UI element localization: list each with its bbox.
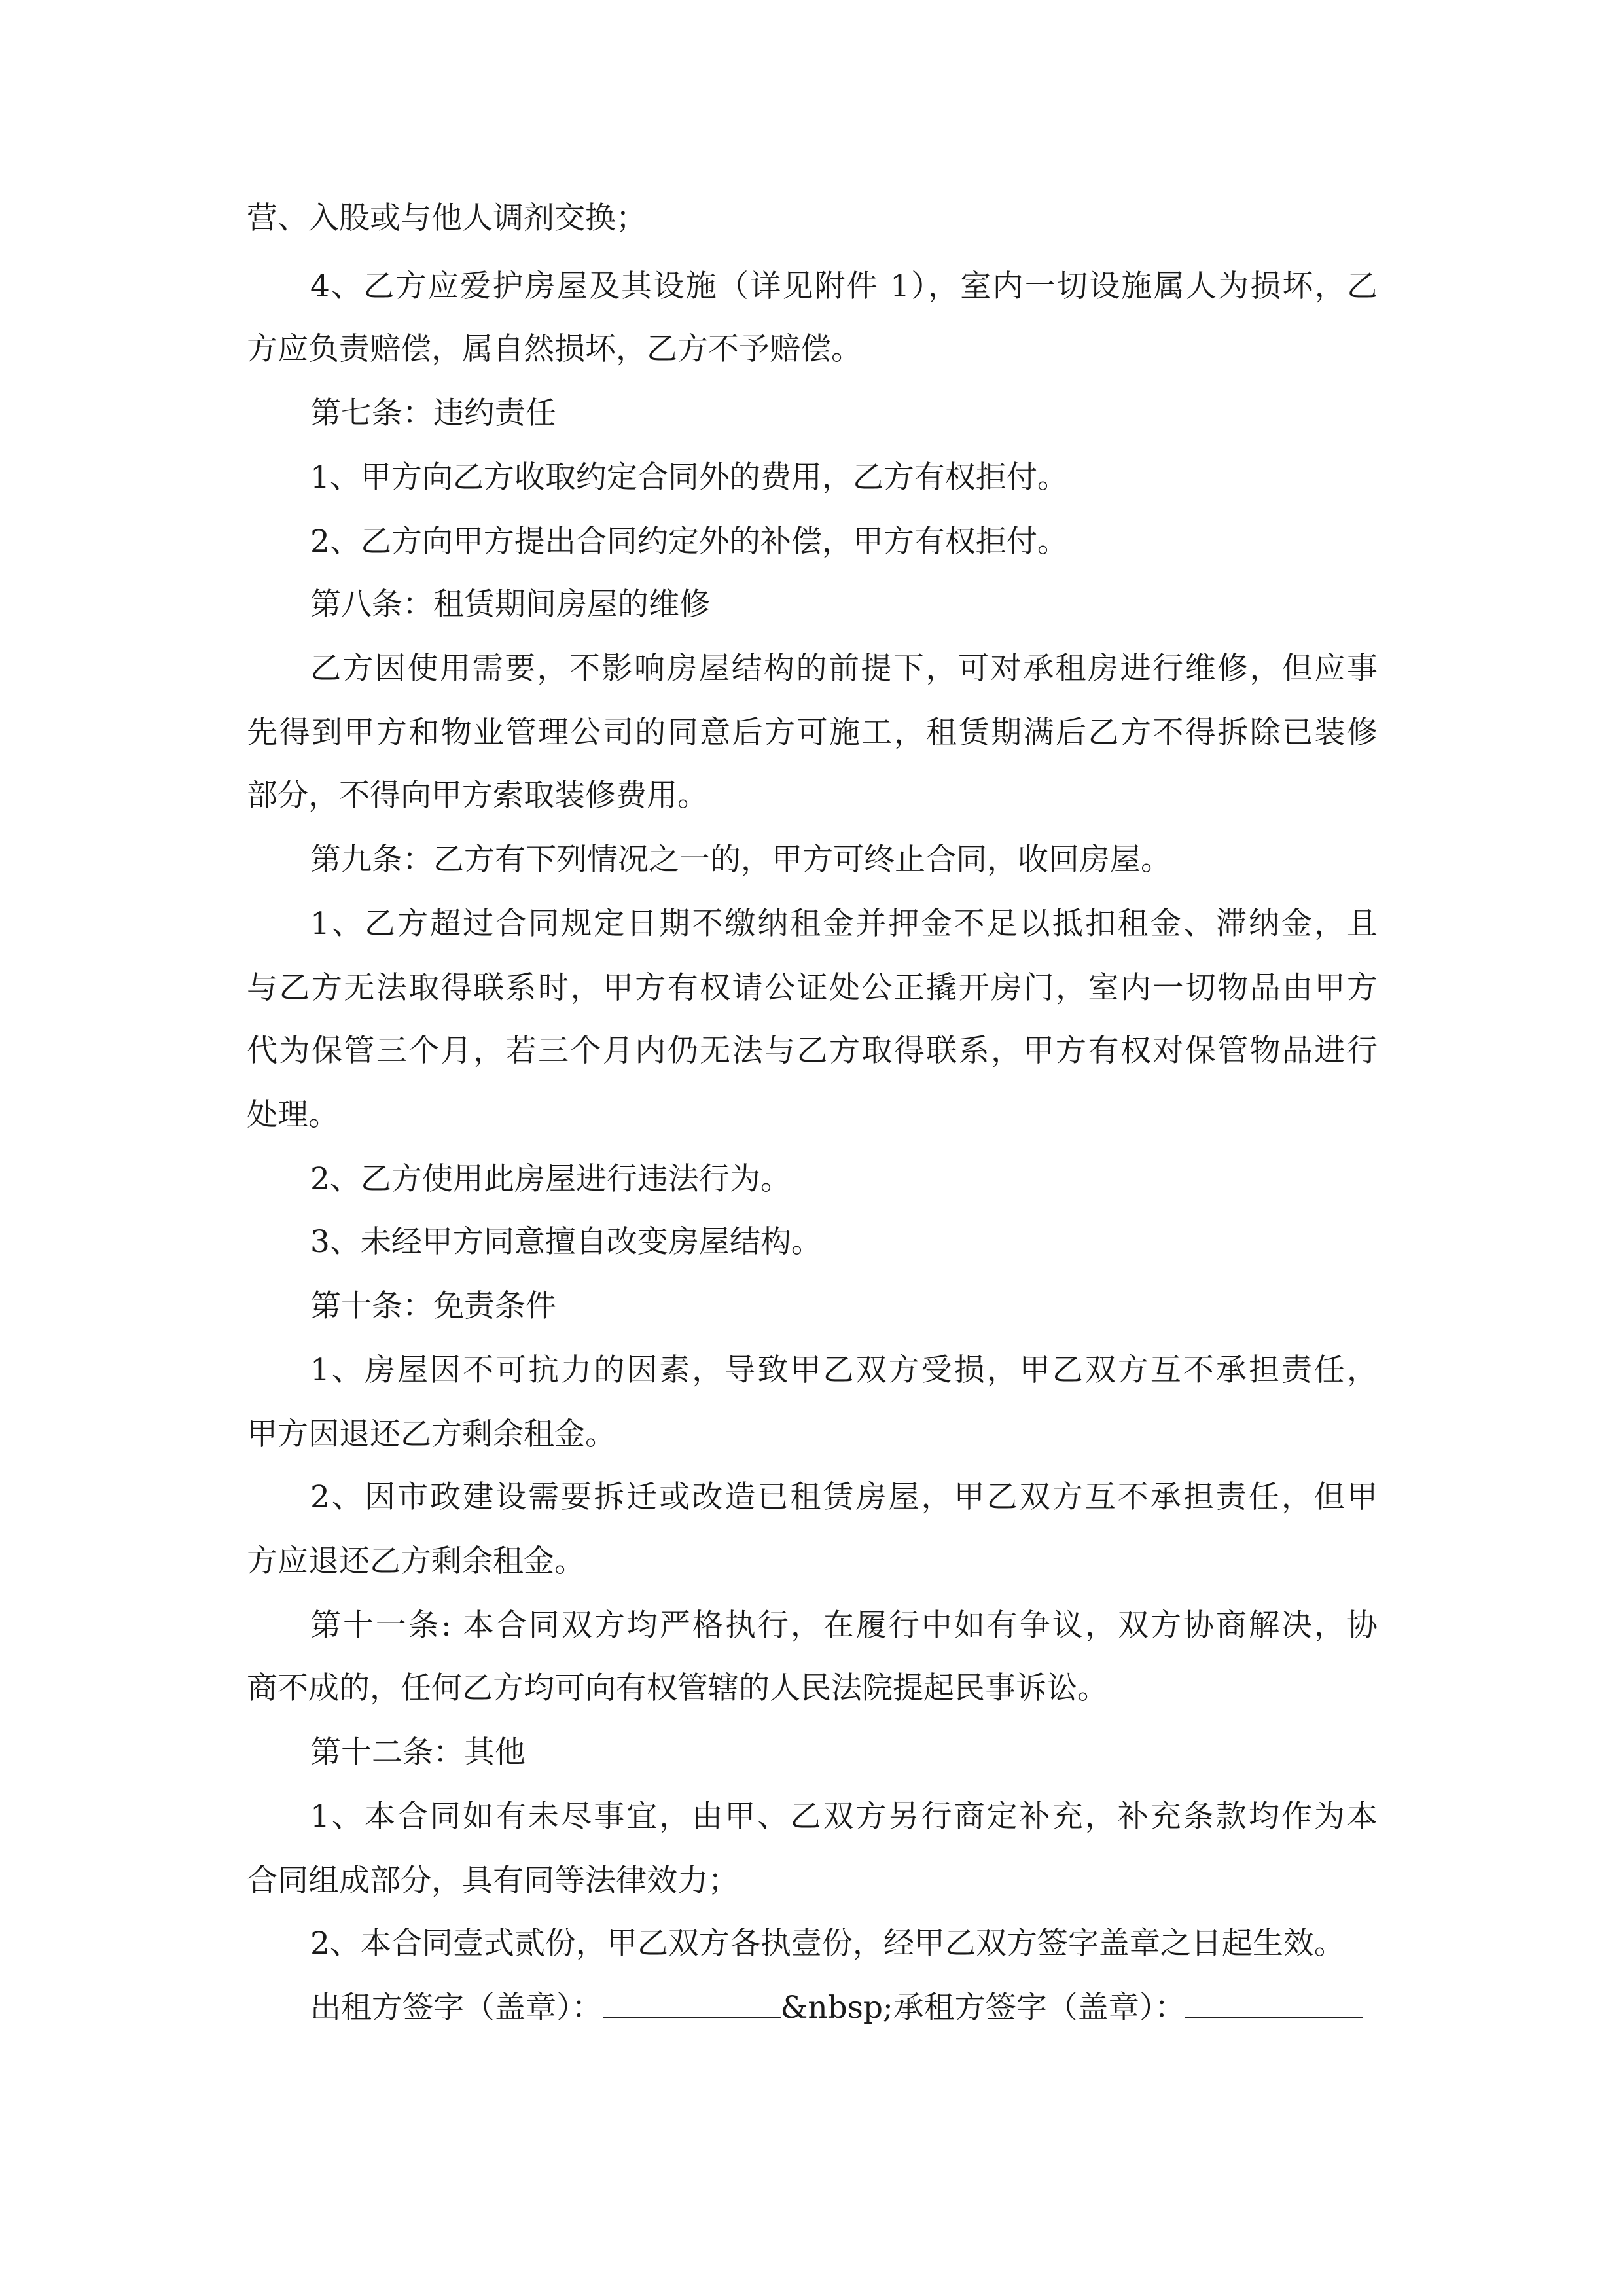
text-line: 乙方因使用需要，不影响房屋结构的前提下，可对承租房进行维修，但应事 — [310, 651, 1378, 687]
text-line: 2、乙方使用此房屋进行违法行为。 — [310, 1161, 791, 1197]
text-line: 处理。 — [247, 1097, 339, 1133]
section-heading: 第十一条: 本合同双方均严格执行，在履行中如有争议，双方协商解决，协 — [310, 1607, 1378, 1643]
section-heading: 第九条：乙方有下列情况之一的，甲方可终止合同，收回房屋。 — [310, 842, 1171, 878]
lessor-signature-label: 出租方签字（盖章）： — [310, 1990, 603, 2026]
text-line: 1、甲方向乙方收取约定合同外的费用，乙方有权拒付。 — [310, 459, 1068, 495]
signature-line — [310, 1990, 1363, 2026]
text-line: 先得到甲方和物业管理公司的同意后方可施工，租赁期满后乙方不得拆除已装修 — [247, 715, 1378, 751]
lessee-signature-blank — [1185, 1990, 1363, 2018]
text-line: 方应负责赔偿，属自然损坏，乙方不予赔偿。 — [247, 331, 862, 367]
text-line: 部分，不得向甲方索取装修费用。 — [247, 778, 708, 814]
text-line: 合同组成部分，具有同等法律效力； — [247, 1863, 739, 1899]
text-line: 甲方因退还乙方剩余租金。 — [247, 1416, 616, 1452]
text-line: 1、房屋因不可抗力的因素，导致甲乙双方受损，甲乙双方互不承担责任， — [310, 1352, 1378, 1388]
section-heading: 第八条：租赁期间房屋的维修 — [310, 586, 710, 622]
text-line: 营、入股或与他人调剂交换； — [247, 200, 647, 236]
text-line: 代为保管三个月，若三个月内仍无法与乙方取得联系，甲方有权对保管物品进行 — [247, 1033, 1378, 1069]
text-line: 2、乙方向甲方提出合同约定外的补偿，甲方有权拒付。 — [310, 524, 1068, 560]
text-line: 2、因市政建设需要拆迁或改造已租赁房屋，甲乙双方互不承担责任，但甲 — [310, 1479, 1378, 1515]
text-line: 1、乙方超过合同规定日期不缴纳租金并押金不足以抵扣租金、滞纳金，且 — [310, 906, 1378, 942]
text-line: 1、本合同如有未尽事宜，由甲、乙双方另行商定补充，补充条款均作为本 — [310, 1799, 1378, 1835]
text-line: 与乙方无法取得联系时，甲方有权请公证处公正撬开房门，室内一切物品由甲方 — [247, 970, 1378, 1006]
nbsp-text: &nbsp; — [780, 1990, 893, 2026]
text-line: 商不成的，任何乙方均可向有权管辖的人民法院提起民事诉讼。 — [247, 1670, 1108, 1706]
section-heading: 第七条：违约责任 — [310, 395, 556, 431]
section-heading: 第十二条：其他 — [310, 1734, 526, 1770]
text-line: 2、本合同壹式贰份，甲乙双方各执壹份，经甲乙双方签字盖章之日起生效。 — [310, 1926, 1345, 1962]
text-line: 3、未经甲方同意擅自改变房屋结构。 — [310, 1224, 822, 1260]
text-line: 方应退还乙方剩余租金。 — [247, 1543, 585, 1579]
lessee-signature-label: 承租方签字（盖章）： — [893, 1990, 1186, 2026]
lessor-signature-blank — [603, 1990, 781, 2018]
text-line: 4、乙方应爱护房屋及其设施（详见附件 1），室内一切设施属人为损坏，乙 — [310, 268, 1378, 304]
section-heading: 第十条：免责条件 — [310, 1288, 556, 1324]
